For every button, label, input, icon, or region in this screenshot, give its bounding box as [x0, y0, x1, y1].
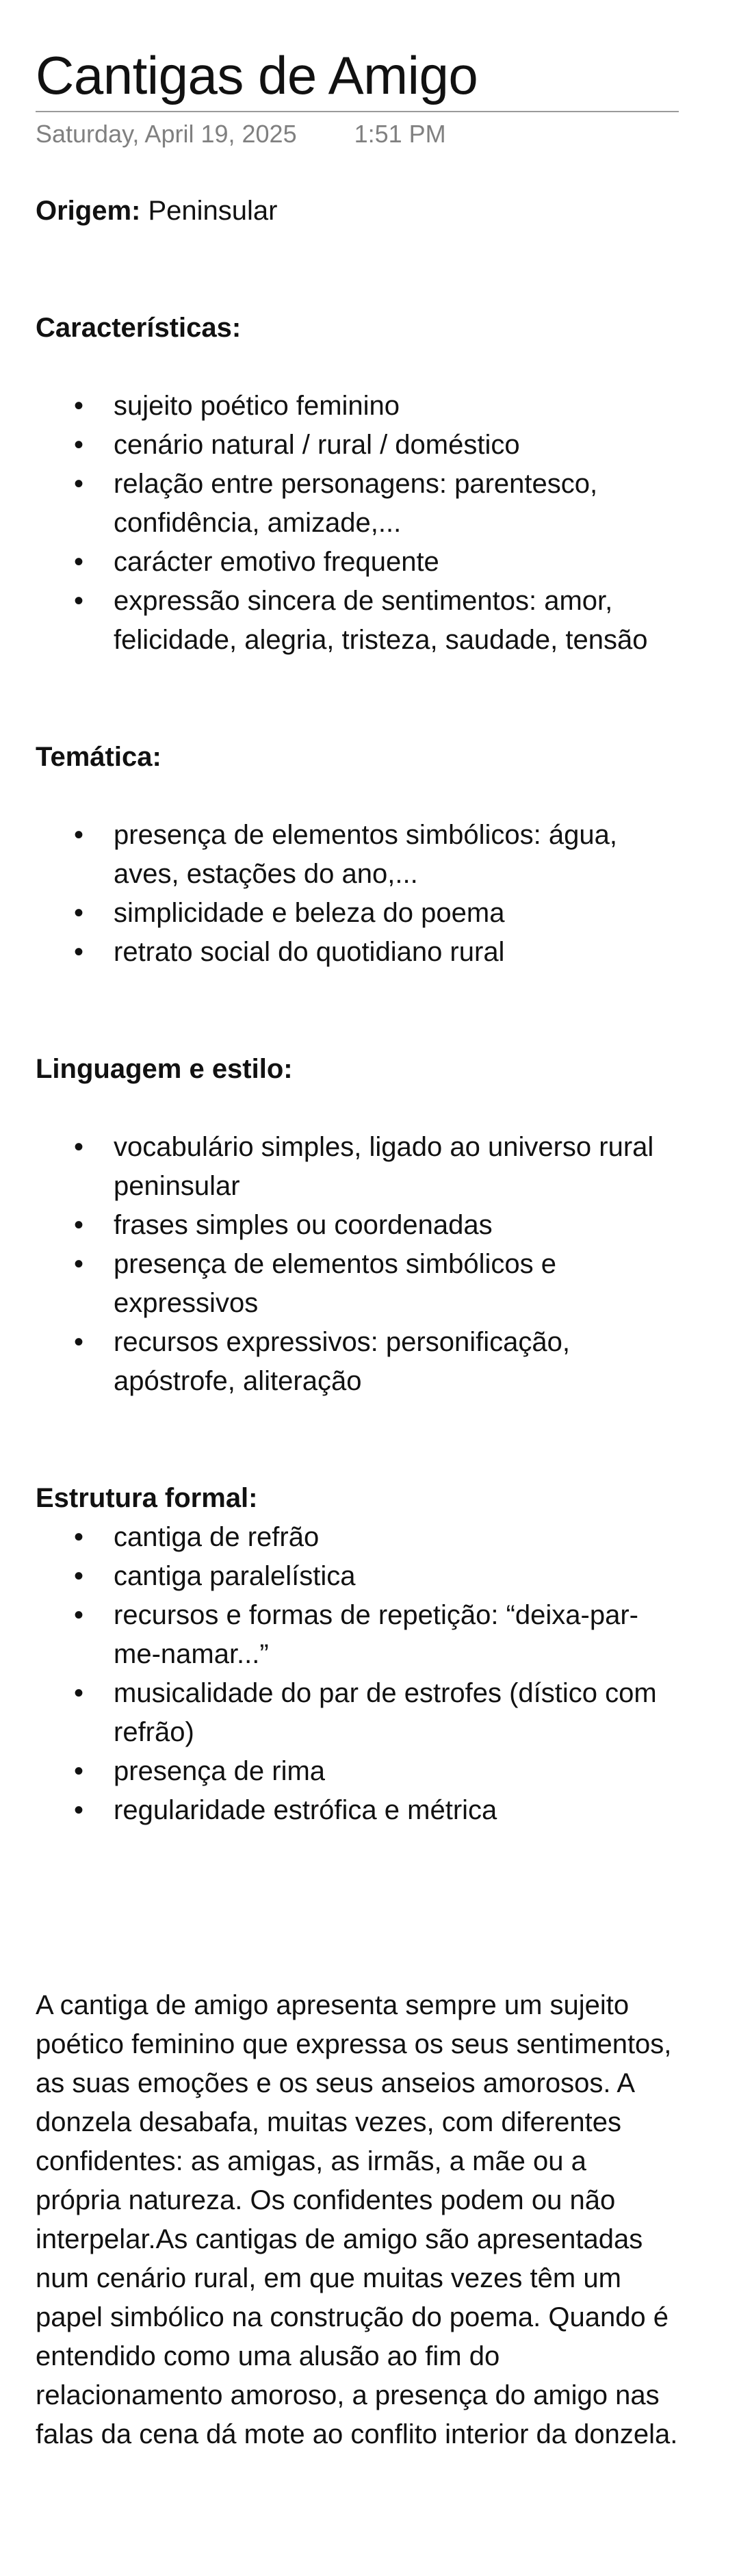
bullet-icon: • [74, 898, 84, 928]
list-item-text: relação entre personagens: parentesco, confidência, amizade,... [114, 469, 598, 538]
origem-label: Origem: [36, 196, 141, 226]
bullet-icon: • [74, 1522, 84, 1552]
bullet-icon: • [74, 391, 84, 421]
list-item [36, 933, 679, 972]
list-item-text: presença de rima [114, 1756, 326, 1786]
bullet-icon: • [74, 469, 84, 499]
caracteristicas-heading: Características: [36, 313, 242, 343]
bullet-icon: • [74, 1600, 84, 1630]
list-item [36, 816, 679, 894]
estrutura-list [36, 1518, 679, 1830]
bullet-icon: • [74, 1327, 84, 1357]
origem-value: Peninsular [140, 196, 278, 226]
note-date: Saturday, April 19, 2025 [36, 120, 297, 148]
linguagem-heading: Linguagem e estilo: [36, 1054, 293, 1084]
list-item-text: presença de elementos simbólicos: água, aves, estações do ano,... [114, 820, 617, 889]
title-divider [36, 111, 679, 112]
bullet-icon: • [74, 1756, 84, 1786]
bullet-icon: • [74, 547, 84, 577]
list-item [36, 1752, 679, 1791]
estrutura-heading: Estrutura formal: [36, 1483, 258, 1513]
spacer [36, 1089, 679, 1128]
bullet-icon: • [74, 1132, 84, 1162]
tematica-list [36, 816, 679, 972]
note-time: 1:51 PM [354, 120, 446, 148]
list-item [36, 1518, 679, 1557]
list-item [36, 543, 679, 582]
list-item-text: sujeito poético feminino [114, 391, 400, 421]
list-item-text: recursos e formas de repetição: “deixa-par-me-namar...” [114, 1600, 638, 1669]
bullet-icon: • [74, 1561, 84, 1591]
list-item-text: cenário natural / rural / doméstico [114, 430, 520, 460]
summary-paragraph: A cantiga de amigo apresenta sempre um sujeito poético feminino que expressa os seus sentimentos, as suas emoções e os seus anseios amorosos. A donzela desabafa, muitas vezes, com diferentes confidentes: as amigas, as irmãs, a mãe ou a própria natureza. Os confidentes podem ou não interpelar.As cantigas de amigo são apresentadas num cenário rural, em que muitas vezes têm um papel simbólico na construção do poema. Quando é entendido como uma alusão ao fim do relacionamento amoroso, a presença do amigo nas falas da cena dá mote ao conflito interior da donzela. [36, 1990, 678, 2449]
list-item-text: expressão sincera de sentimentos: amor, felicidade, alegria, tristeza, saudade, tensão [114, 586, 648, 655]
list-item [36, 1791, 679, 1830]
tematica-heading: Temática: [36, 742, 161, 772]
list-item-text: retrato social do quotidiano rural [114, 937, 505, 967]
spacer [36, 777, 679, 816]
caracteristicas-list [36, 387, 679, 660]
list-item-text: simplicidade e beleza do poema [114, 898, 505, 928]
list-item [36, 1245, 679, 1323]
list-item-text: cantiga paralelística [114, 1561, 356, 1591]
note-header [36, 41, 679, 151]
spacer [36, 348, 679, 387]
list-item [36, 1323, 679, 1401]
linguagem-list [36, 1128, 679, 1401]
list-item-text: vocabulário simples, ligado ao universo rural peninsular [114, 1132, 654, 1201]
spacer [36, 231, 679, 309]
list-item-text: regularidade estrófica e métrica [114, 1795, 497, 1825]
note-timestamp [36, 118, 679, 151]
list-item [36, 426, 679, 465]
list-item [36, 582, 679, 660]
spacer [36, 1401, 679, 1479]
bullet-icon: • [74, 1678, 84, 1708]
note-body[interactable] [36, 192, 679, 2454]
bullet-icon: • [74, 1210, 84, 1240]
bullet-icon: • [74, 1249, 84, 1279]
bullet-icon: • [74, 1795, 84, 1825]
page-title[interactable]: Cantigas de Amigo [36, 45, 478, 105]
list-item [36, 465, 679, 543]
list-item [36, 1206, 679, 1245]
list-item-text: presença de elementos simbólicos e expressivos [114, 1249, 557, 1318]
list-item [36, 1596, 679, 1674]
list-item [36, 1557, 679, 1596]
list-item [36, 1674, 679, 1752]
spacer [36, 972, 679, 1050]
list-item-text: cantiga de refrão [114, 1522, 320, 1552]
list-item-text: frases simples ou coordenadas [114, 1210, 493, 1240]
bullet-icon: • [74, 430, 84, 460]
list-item-text: carácter emotivo frequente [114, 547, 439, 577]
list-item-text: musicalidade do par de estrofes (dístico com refrão) [114, 1678, 657, 1747]
bullet-icon: • [74, 937, 84, 967]
bullet-icon: • [74, 586, 84, 616]
list-item-text: recursos expressivos: personificação, apóstrofe, aliteração [114, 1327, 570, 1396]
list-item [36, 894, 679, 933]
origem-line [36, 192, 679, 231]
list-item [36, 387, 679, 426]
list-item [36, 1128, 679, 1206]
spacer [36, 660, 679, 738]
bullet-icon: • [74, 820, 84, 850]
spacer [36, 1830, 679, 1986]
